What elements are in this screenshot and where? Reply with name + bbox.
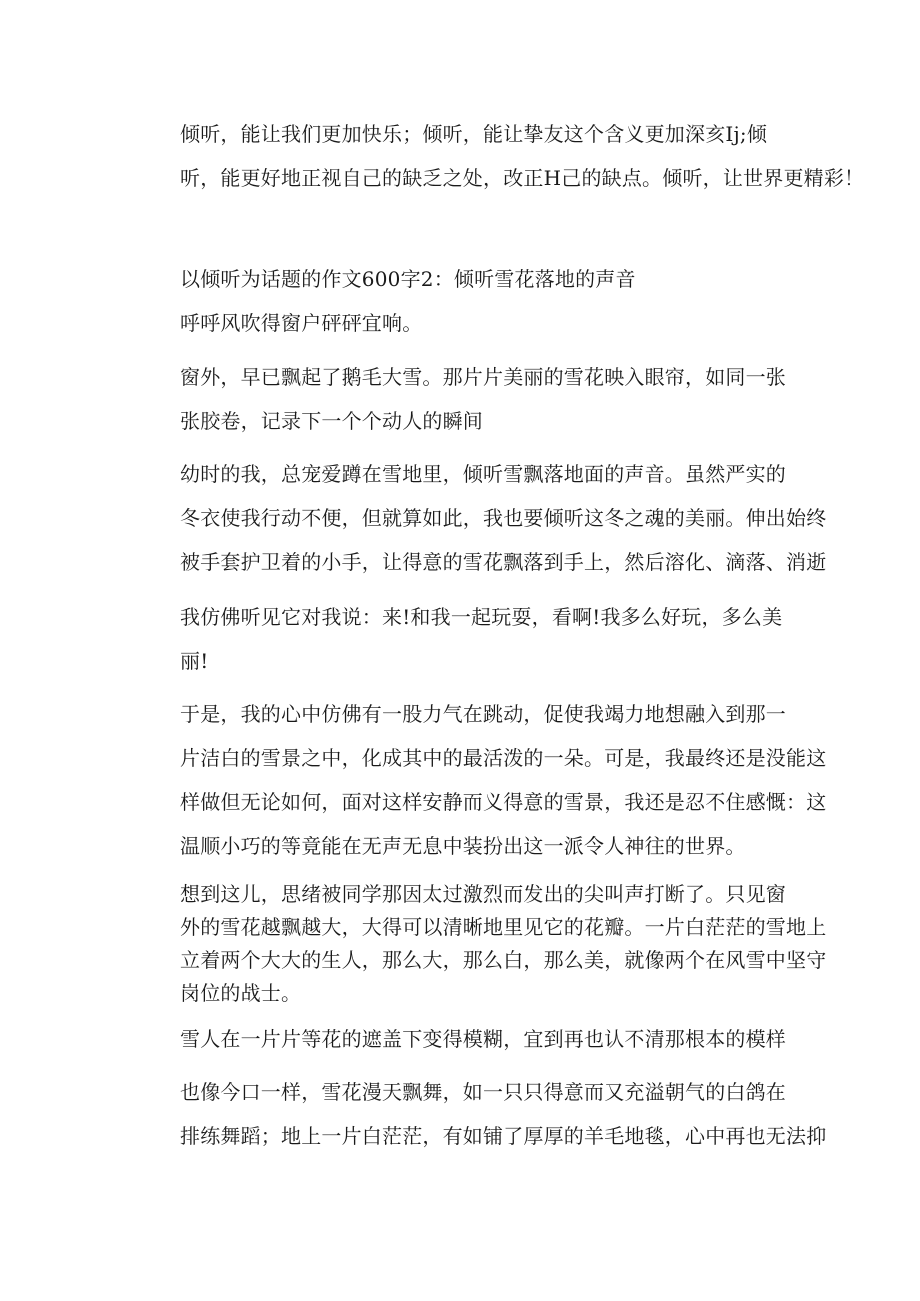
text-line: 样做但无论如何，面对这样安静而义得意的雪景，我还是忍不住感慨：这 — [180, 790, 827, 814]
paragraph-heart-moves — [140, 692, 827, 868]
paragraph-like-today — [140, 1070, 827, 1158]
paragraph-window-snow — [140, 355, 786, 443]
text-line: 呼呼风吹得窗户砰砰宜响。 — [180, 311, 423, 335]
text-line: 丽! — [180, 649, 209, 673]
text-line: 被手套护卫着的小手，让得意的雪花飘落到手上，然后溶化、滴落、消逝 — [180, 550, 827, 574]
text-line: 温顺小巧的等竟能在无声无息中装扮出这一派令人神往的世界。 — [180, 834, 746, 858]
text-line: 也像今口一样，雪花漫天飘舞，如一只只得意而又充溢朝气的白鸽在 — [180, 1080, 786, 1104]
text-line: 外的雪花越飘越大，大得可以清晰地里见它的花瓣。一片白茫茫的雪地上 — [180, 915, 827, 939]
essay-title — [140, 257, 782, 301]
text-line: 想到这儿，思绪被同学那因太过激烈而发出的尖叫声打断了。只见窗 — [180, 882, 786, 906]
paragraph-listening-benefits — [140, 112, 865, 200]
paragraph-snowman-blurred — [140, 1017, 786, 1061]
text-line: 岗位的战士。 — [180, 981, 302, 1005]
text-line: 片洁白的雪景之中，化成其中的最活泼的一朵。可是，我最终还是没能这 — [180, 746, 827, 770]
text-line: 我仿佛听见它对我说：来!和我一起玩耍，看啊!我多么好玩，多么美 — [180, 605, 783, 629]
text-line: 以倾听为话题的作文600字2：倾听雪花落地的声音 — [180, 267, 636, 291]
text-line: 张胶卷，记录下一个个动人的瞬间 — [180, 409, 483, 433]
paragraph-childhood — [140, 452, 827, 584]
text-line: 于是，我的心中仿佛有一股力气在跳动，促使我竭力地想融入到那一 — [180, 702, 786, 726]
text-line: 冬衣使我行动不便，但就算如此，我也要倾听这冬之魂的美丽。伸出始终 — [180, 506, 827, 530]
paragraph-snow-speaks — [140, 595, 782, 683]
text-line: 倾听，能让我们更加快乐；倾听，能让挚友这个含义更加深亥Ij;倾 — [180, 122, 768, 146]
text-line: 幼时的我，总宠爱蹲在雪地里，倾听雪飘落地面的声音。虽然严实的 — [180, 462, 786, 486]
text-line: 排练舞蹈；地上一片白茫茫，有如铺了厚厚的羊毛地毯，心中再也无法抑 — [180, 1124, 827, 1148]
paragraph-wind — [140, 301, 782, 345]
text-line: 窗外，早已飘起了鹅毛大雪。那片片美丽的雪花映入眼帘，如同一张 — [180, 365, 786, 389]
text-line: 听，能更好地正视自己的缺乏之处，改正H己的缺点。倾听，让世界更精彩！ — [180, 166, 865, 190]
text-line: 雪人在一片片等花的遮盖下变得模糊，宜到再也认不清那根本的模样 — [180, 1027, 786, 1051]
text-line: 立着两个大大的生人，那么大，那么白，那么美，就像两个在风雪中坚守 — [180, 948, 827, 972]
paragraph-classmate-scream — [140, 878, 827, 1010]
